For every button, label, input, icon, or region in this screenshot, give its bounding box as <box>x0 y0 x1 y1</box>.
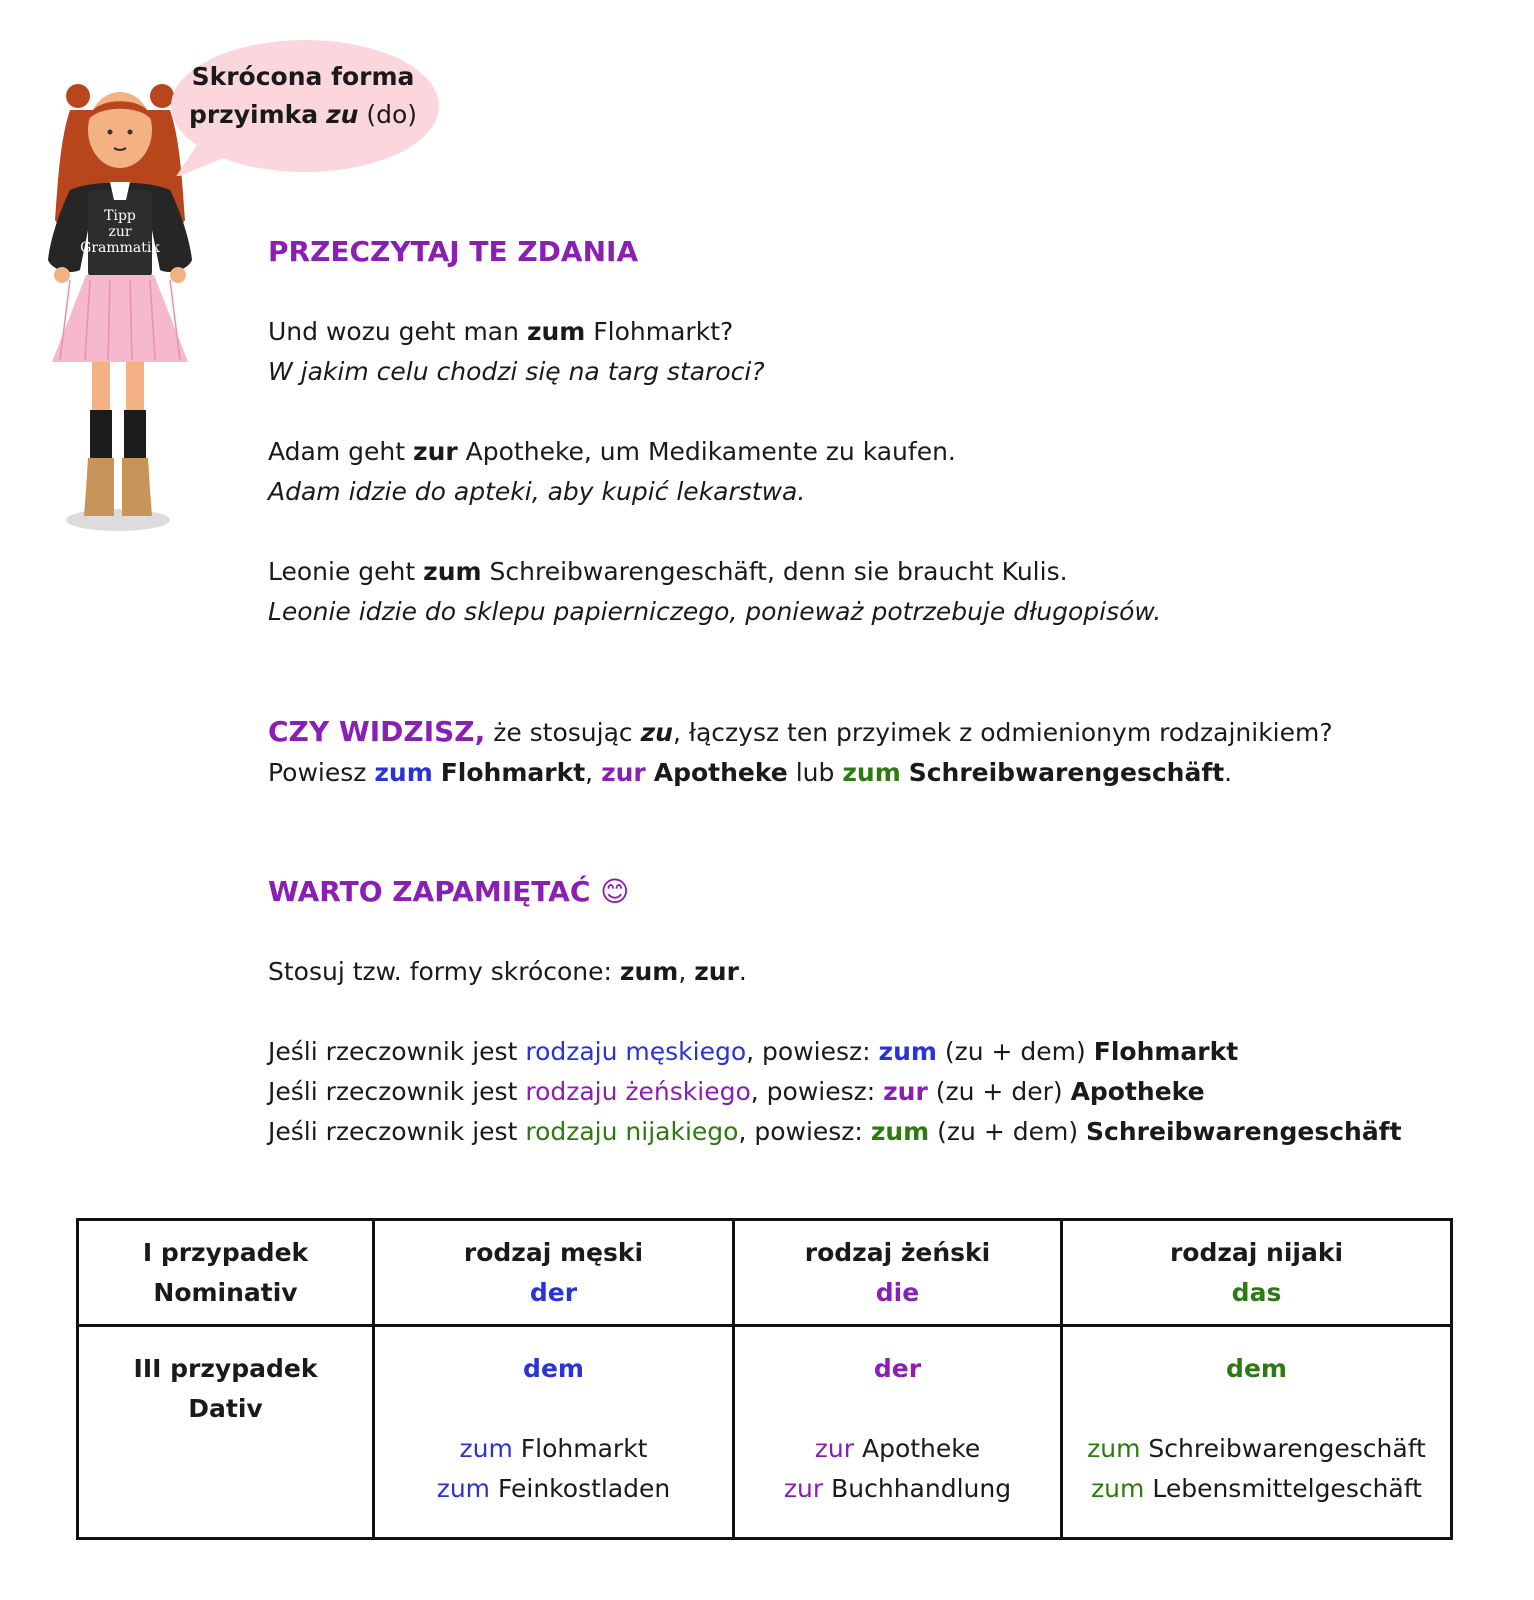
article: der <box>529 1277 578 1307</box>
smile-emoji-icon: 😊 <box>600 875 630 908</box>
rule-prefix: Jeśli rzeczownik jest <box>268 1037 518 1066</box>
section2-zum-1: zum <box>374 758 433 787</box>
case-name: Dativ <box>188 1394 263 1423</box>
shirt-text-1: Tipp <box>104 208 136 224</box>
section2-noun-3: Schreibwarengeschäft <box>908 758 1225 787</box>
sentence-1-translation: W jakim celu chodzi się na targ staroci? <box>268 357 765 386</box>
section1-heading: PRZECZYTAJ TE ZDANIA <box>268 235 639 268</box>
section3-intro <box>268 952 747 992</box>
example-1 <box>735 1429 1060 1469</box>
case-name: Nominativ <box>153 1277 298 1307</box>
example-noun: Schreibwarengeschäft <box>1148 1434 1426 1463</box>
rule-mid: , powiesz: <box>746 1037 871 1066</box>
section3-heading-row <box>268 872 629 912</box>
rule-form: zum <box>870 1117 930 1146</box>
section3-intro-comma: , <box>678 957 687 986</box>
example-noun: Buchhandlung <box>831 1474 1012 1503</box>
sentence-3-de-bold: zum <box>423 557 482 586</box>
rule-mid: , powiesz: <box>738 1117 863 1146</box>
section2-zu: zu <box>640 718 673 747</box>
example-2 <box>1063 1469 1450 1509</box>
shirt-text-2: zur <box>108 224 132 240</box>
table-cell-case-dativ <box>78 1326 374 1539</box>
article: das <box>1231 1277 1282 1307</box>
section2-zur: zur <box>601 758 646 787</box>
rule-form: zum <box>878 1037 937 1066</box>
sentence-3-translation: Leonie idzie do sklepu papierniczego, ponieważ potrzebuje długopisów. <box>268 597 1162 626</box>
rule-gender: rodzaju nijakiego <box>525 1117 739 1146</box>
sentence-2-de-bold: zur <box>413 437 458 466</box>
example-noun: Apotheke <box>861 1434 981 1463</box>
sentence-1-de-bold: zum <box>526 317 586 346</box>
section3-intro-period: . <box>738 957 747 986</box>
section2-lub: lub <box>795 758 835 787</box>
section2-heading: CZY WIDZISZ, <box>268 715 486 748</box>
section2-line1-b: , łączysz ten przyimek z odmienionym rodzajnikiem? <box>672 718 1333 747</box>
section2-block <box>268 712 1333 793</box>
shirt-text-3: Grammatik <box>80 240 160 256</box>
sentence-1-de-post: Flohmarkt? <box>593 317 734 346</box>
bubble-word-zu: zu <box>326 100 359 129</box>
example-prep: zum <box>459 1434 513 1463</box>
table-row <box>78 1220 1452 1326</box>
bubble-line-1: Skrócona forma <box>191 62 415 91</box>
table-cell-masculine-dativ <box>374 1326 734 1539</box>
table-cell-feminine-dativ <box>734 1326 1062 1539</box>
gender-label: rodzaj męski <box>463 1237 644 1267</box>
sentence-1-de-pre: Und wozu geht man <box>268 317 519 346</box>
article: dem <box>523 1354 584 1383</box>
sentence-2-translation: Adam idzie do apteki, aby kupić lekarstwa. <box>268 477 806 506</box>
rule-noun: Schreibwarengeschäft <box>1086 1117 1402 1146</box>
example-1 <box>375 1429 732 1469</box>
example-1 <box>1063 1429 1450 1469</box>
section3-intro-zur: zur <box>694 957 739 986</box>
rule-expl: (zu + dem) <box>937 1117 1079 1146</box>
example-2 <box>375 1469 732 1509</box>
table-cell-masculine-header <box>374 1220 734 1326</box>
rule-noun: Flohmarkt <box>1093 1037 1239 1066</box>
rule-noun: Apotheke <box>1070 1077 1205 1106</box>
sentence-1 <box>268 312 765 392</box>
section2-line2-prefix: Powiesz <box>268 758 367 787</box>
sentence-2-de-post: Apotheke, um Medikamente zu kaufen. <box>465 437 956 466</box>
article: die <box>875 1277 920 1307</box>
example-prep: zum <box>1087 1434 1141 1463</box>
example-prep: zur <box>783 1474 824 1503</box>
table-cell-feminine-header <box>734 1220 1062 1326</box>
rule-mid: , powiesz: <box>750 1077 876 1106</box>
example-prep: zum <box>436 1474 491 1503</box>
rule-neuter <box>268 1112 1402 1152</box>
speech-bubble-text <box>183 58 423 134</box>
section3-intro-zum: zum <box>619 957 679 986</box>
sentence-3-de-post: Schreibwarengeschäft, denn sie braucht Kulis. <box>489 557 1068 586</box>
rule-expl: (zu + dem) <box>944 1037 1086 1066</box>
case-label: I przypadek <box>142 1237 309 1267</box>
grammar-table <box>76 1218 1453 1540</box>
rule-form: zur <box>883 1077 928 1106</box>
gender-label: rodzaj nijaki <box>1169 1237 1344 1267</box>
article: der <box>873 1354 922 1383</box>
rule-gender: rodzaju męskiego <box>525 1037 747 1066</box>
bubble-line-2-suffix: (do) <box>366 100 418 129</box>
table-cell-case-nominativ <box>78 1220 374 1326</box>
example-noun: Flohmarkt <box>520 1434 648 1463</box>
section2-noun-2: Apotheke <box>653 758 788 787</box>
sentence-3-de-pre: Leonie geht <box>268 557 416 586</box>
rule-feminine <box>268 1072 1402 1112</box>
rule-expl: (zu + der) <box>935 1077 1063 1106</box>
table-cell-neuter-header <box>1062 1220 1452 1326</box>
section3-heading: WARTO ZAPAMIĘTAĆ <box>268 875 591 908</box>
gender-label: rodzaj żeński <box>804 1237 991 1267</box>
example-noun: Lebensmittelgeschäft <box>1152 1474 1422 1503</box>
rules-list <box>268 1032 1402 1152</box>
section2-zum-2: zum <box>842 758 901 787</box>
example-noun: Feinkostladen <box>498 1474 671 1503</box>
rule-prefix: Jeśli rzeczownik jest <box>268 1077 518 1106</box>
character-shadow <box>66 509 170 531</box>
rule-masculine <box>268 1032 1402 1072</box>
table-cell-neuter-dativ <box>1062 1326 1452 1539</box>
section2-comma: , <box>585 758 594 787</box>
case-label: III przypadek <box>133 1354 318 1383</box>
article: dem <box>1226 1354 1287 1383</box>
section2-noun-1: Flohmarkt <box>440 758 586 787</box>
sentence-3 <box>268 552 1161 632</box>
section3-intro-text: Stosuj tzw. formy skrócone: <box>268 957 612 986</box>
example-prep: zur <box>814 1434 855 1463</box>
section2-period: . <box>1224 758 1233 787</box>
character-boots <box>84 458 114 516</box>
section2-line1-a: że stosując <box>493 718 633 747</box>
example-2 <box>735 1469 1060 1509</box>
rule-gender: rodzaju żeńskiego <box>525 1077 751 1106</box>
character-skirt <box>52 275 188 362</box>
bubble-line-2-prefix: przyimka <box>188 100 319 129</box>
table-row <box>78 1326 1452 1539</box>
sentence-2-de-pre: Adam geht <box>268 437 406 466</box>
rule-prefix: Jeśli rzeczownik jest <box>268 1117 518 1146</box>
example-prep: zum <box>1091 1474 1145 1503</box>
sentence-2 <box>268 432 956 512</box>
